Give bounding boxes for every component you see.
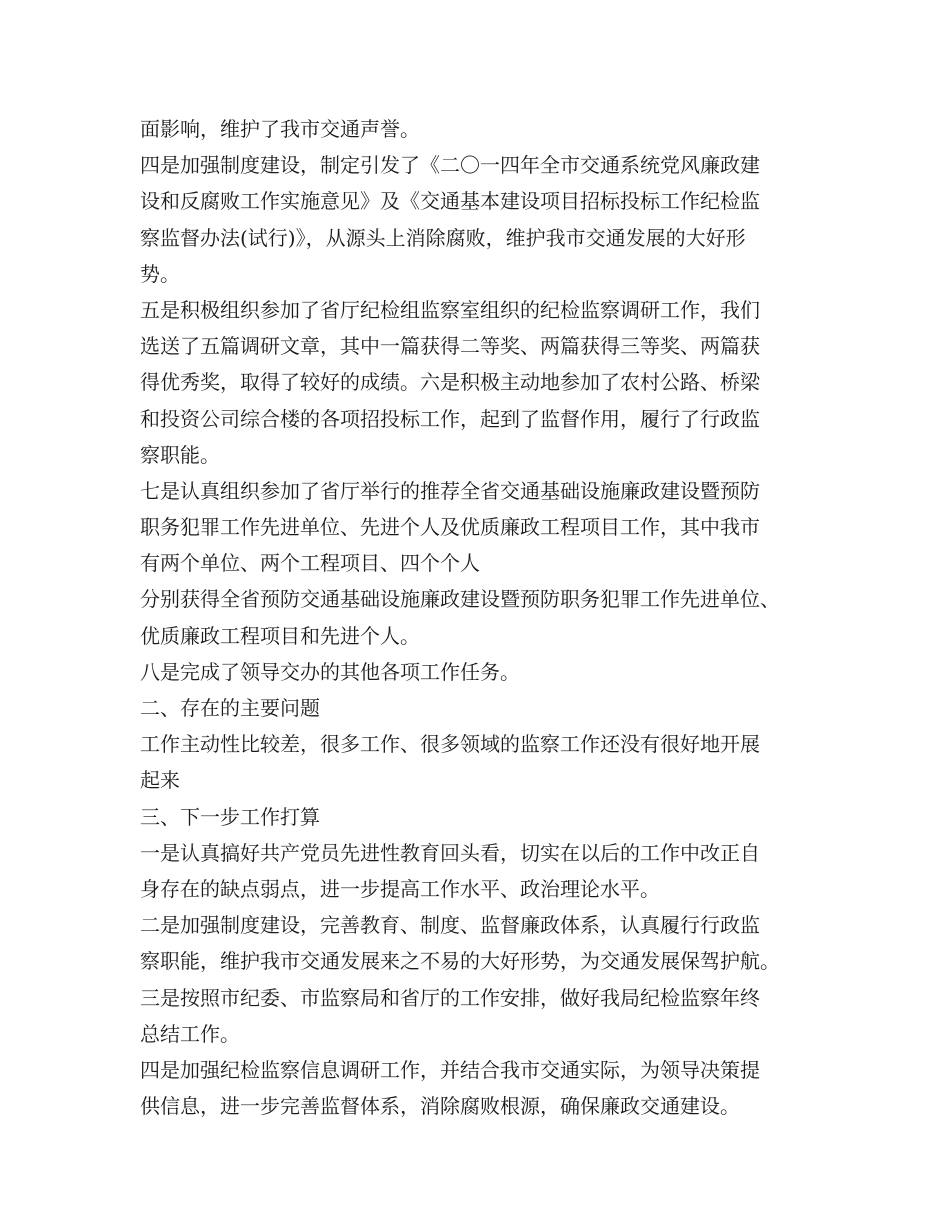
section-heading: 三、下一步工作打算 — [140, 804, 320, 829]
text-line: 供信息，进一步完善监督体系，消除腐败根源，确保廉政交通建设。 — [140, 1094, 740, 1119]
text-line: 分别获得全省预防交通基础设施廉政建设暨预防职务犯罪工作先进单位、 — [140, 587, 780, 612]
text-line: 优质廉政工程项目和先进个人。 — [140, 623, 420, 648]
text-line: 势。 — [140, 261, 180, 286]
text-line: 工作主动性比较差，很多工作、很多领域的监察工作还没有很好地开展 — [140, 732, 760, 757]
text-line: 职务犯罪工作先进单位、先进个人及优质廉政工程项目工作，其中我市 — [140, 515, 760, 540]
document-body — [140, 111, 830, 1124]
section-heading: 二、存在的主要问题 — [140, 696, 320, 720]
text-line: 二是加强制度建设，完善教育、制度、监督廉政体系，认真履行行政监 — [140, 913, 760, 938]
text-line: 面影响，维护了我市交通声誉。 — [140, 117, 420, 141]
text-line: 得优秀奖，取得了较好的成绩。六是积极主动地参加了农村公路、桥梁 — [140, 370, 760, 395]
text-line: 四是加强纪检监察信息调研工作，并结合我市交通实际，为领导决策提 — [140, 1057, 760, 1082]
text-line: 选送了五篇调研文章，其中一篇获得二等奖、两篇获得三等奖、两篇获 — [140, 334, 760, 359]
text-line: 四是加强制度建设，制定引发了《二〇一四年全市交通系统党风廉政建 — [140, 153, 760, 178]
text-line: 总结工作。 — [140, 1021, 240, 1046]
text-line: 身存在的缺点弱点，进一步提高工作水平、政治理论水平。 — [140, 876, 660, 901]
text-line: 有两个单位、两个工程项目、四个个人 — [140, 551, 480, 576]
text-line: 七是认真组织参加了省厅举行的推荐全省交通基础设施廉政建设暨预防 — [140, 478, 760, 503]
text-line: 察监督办法(试行)》，从源头上消除腐败，维护我市交通发展的大好形 — [140, 225, 746, 250]
text-line: 察职能，维护我市交通发展来之不易的大好形势，为交通发展保驾护航。 — [140, 949, 780, 974]
text-line: 设和反腐败工作实施意见》及《交通基本建设项目招标投标工作纪检监 — [140, 189, 760, 214]
text-line: 察职能。 — [140, 442, 220, 467]
text-line: 起来 — [140, 768, 180, 793]
text-line: 八是完成了领导交办的其他各项工作任务。 — [140, 659, 520, 684]
text-line: 三是按照市纪委、市监察局和省厅的工作安排，做好我局纪检监察年终 — [140, 985, 760, 1010]
text-line: 五是积极组织参加了省厅纪检组监察室组织的纪检监察调研工作，我们 — [140, 297, 760, 322]
text-line: 和投资公司综合楼的各项招投标工作，起到了监督作用，履行了行政监 — [140, 406, 760, 431]
text-line: 一是认真搞好共产党员先进性教育回头看，切实在以后的工作中改正自 — [140, 840, 760, 865]
